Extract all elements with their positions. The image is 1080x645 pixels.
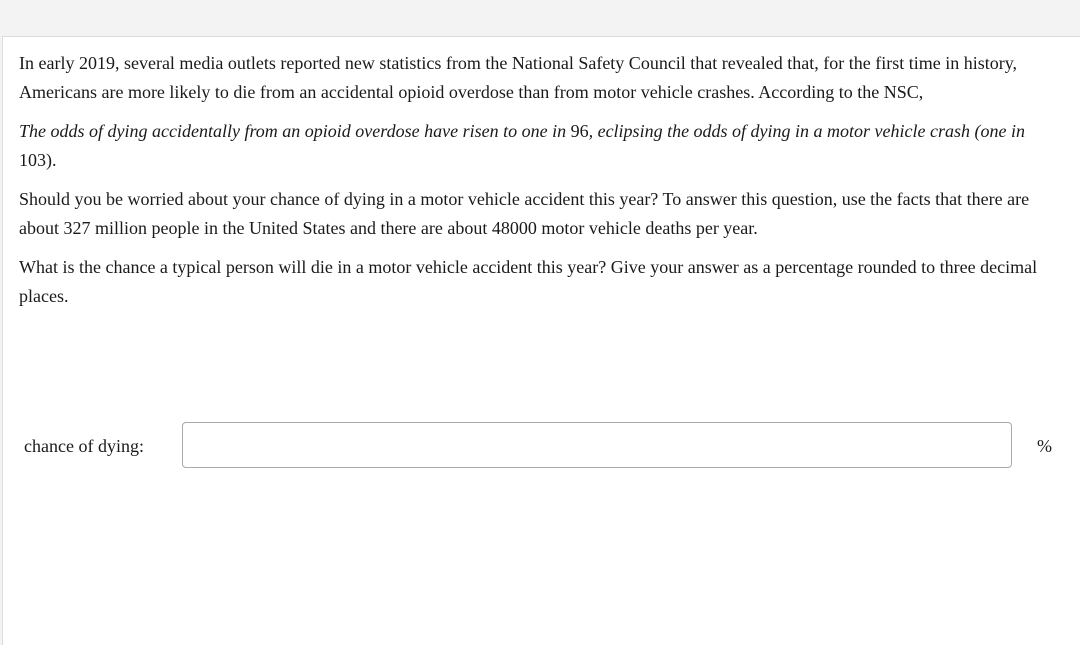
answer-label: chance of dying: xyxy=(24,436,144,456)
percent-unit: % xyxy=(1037,436,1052,456)
quote-number-1: 96 xyxy=(570,121,589,141)
question-panel xyxy=(2,36,1080,645)
quote-paragraph xyxy=(19,117,1049,174)
context-paragraph: Should you be worried about your chance of dying in a motor vehicle accident this year? To answer this question, use the facts that there are about 327 million people in the United States and there are about 48000 motor vehicle deaths per year. xyxy=(19,189,1030,238)
quote-end: ). xyxy=(46,149,57,170)
answer-input[interactable] xyxy=(182,422,1012,468)
question-text xyxy=(19,49,1049,321)
quote-number-2: 103 xyxy=(19,149,46,170)
prompt-paragraph: What is the chance a typical person will die in a motor vehicle accident this year? Give your answer as a percentage rounded to three decimal places. xyxy=(19,257,1038,306)
quote-text-2: , eclipsing the odds of dying in a motor vehicle crash (one in xyxy=(588,121,1025,141)
quote-text-1: The odds of dying accidentally from an opioid overdose have risen to one in xyxy=(19,121,571,141)
intro-paragraph: In early 2019, several media outlets reported new statistics from the National Safety Council that revealed that, for the first time in history, Americans are more likely to die from an accidental opioid overdose than from motor vehicle crashes. According to the NSC, xyxy=(19,53,1018,102)
answer-row xyxy=(3,421,1080,471)
